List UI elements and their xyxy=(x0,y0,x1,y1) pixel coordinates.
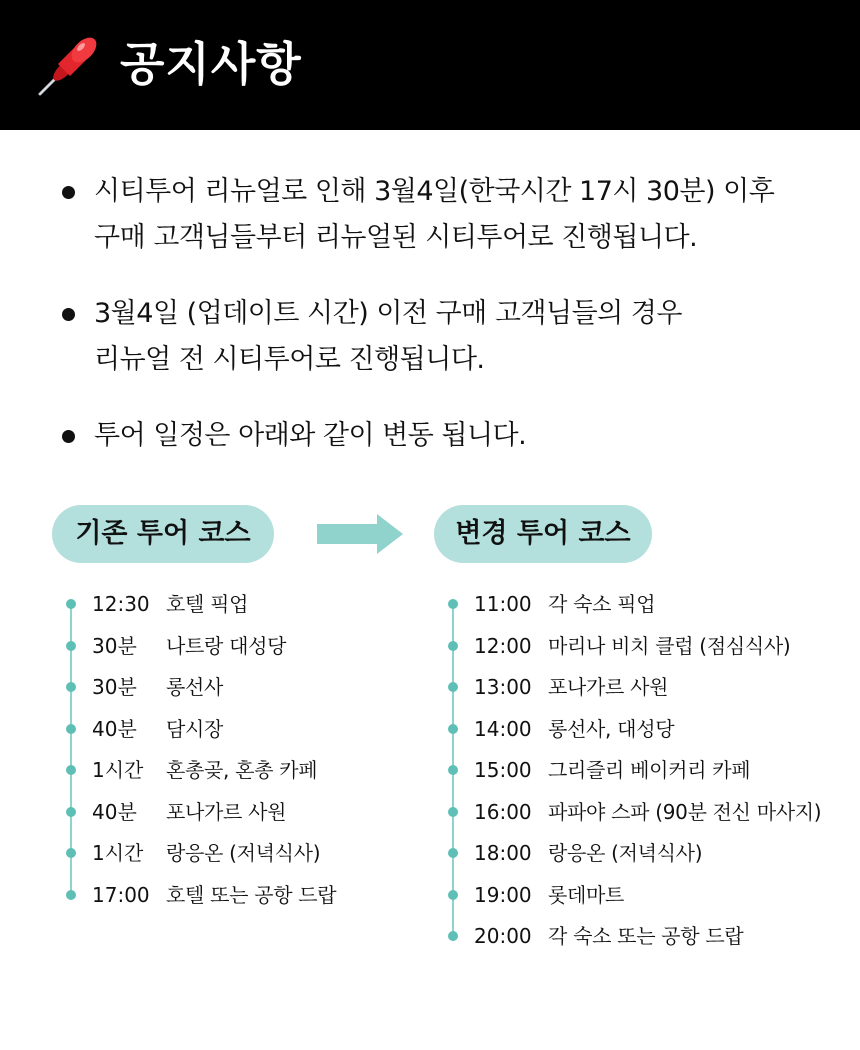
bullet-dot-icon xyxy=(62,308,75,321)
header-bar xyxy=(0,0,860,130)
timeline-time: 19:00 xyxy=(474,882,532,907)
timeline-time: 1시간 xyxy=(92,758,144,782)
timeline-text: 롱선사 xyxy=(166,675,224,699)
timeline-dot-icon xyxy=(448,641,458,651)
timeline-dot-icon xyxy=(448,807,458,817)
notice-line: 3월4일 (업데이트 시간) 이전 구매 고객님들의 경우 xyxy=(94,298,682,329)
timeline-time: 17:00 xyxy=(92,882,150,907)
timeline-dot-icon xyxy=(448,599,458,609)
notice-line: 투어 일정은 아래와 같이 변동 됩니다. xyxy=(94,420,527,451)
timeline-time: 16:00 xyxy=(474,799,532,824)
timeline-dot-icon xyxy=(448,682,458,692)
timeline-text: 파파야 스파 (90분 전신 마사지) xyxy=(548,799,822,824)
timeline-dot-icon xyxy=(66,599,76,609)
timeline-dot-icon xyxy=(66,890,76,900)
timeline-text: 각 숙소 픽업 xyxy=(548,592,656,616)
timeline-text: 롱선사, 대성당 xyxy=(548,716,675,741)
timeline-time: 1시간 xyxy=(92,841,144,865)
timeline-dot-icon xyxy=(448,931,458,941)
timeline-dot-icon xyxy=(66,765,76,775)
timeline-text: 롯데마트 xyxy=(548,882,625,907)
timeline-dot-icon xyxy=(448,848,458,858)
timeline-text: 담시장 xyxy=(166,716,224,741)
timeline-text: 각 숙소 또는 공항 드랍 xyxy=(548,924,744,948)
timeline-dot-icon xyxy=(66,807,76,817)
timeline-time: 11:00 xyxy=(474,592,532,616)
timeline-text: 그리즐리 베이커리 카페 xyxy=(548,758,751,782)
new-course-title: 변경 투어 코스 xyxy=(434,505,652,563)
timeline-text: 포나가르 사원 xyxy=(166,799,287,824)
arrow-right-icon xyxy=(315,512,405,556)
pushpin-icon xyxy=(34,30,104,100)
timeline-time: 40분 xyxy=(92,799,137,824)
timeline-dot-icon xyxy=(66,641,76,651)
bullet-dot-icon xyxy=(62,430,75,443)
timeline-text: 호텔 또는 공항 드랍 xyxy=(166,882,337,907)
timeline-time: 12:00 xyxy=(474,633,532,658)
timeline-dot-icon xyxy=(66,682,76,692)
bullet-dot-icon xyxy=(62,186,75,199)
notice-line: 시티투어 리뉴얼로 인해 3월4일(한국시간 17시 30분) 이후 xyxy=(94,176,775,207)
timeline-time: 18:00 xyxy=(474,841,532,865)
timeline-dot-icon xyxy=(66,724,76,734)
timeline-dot-icon xyxy=(448,724,458,734)
timeline-text: 랑응온 (저녁식사) xyxy=(166,841,321,865)
page-title: 공지사항 xyxy=(120,37,302,91)
timeline-time: 12:30 xyxy=(92,592,150,616)
timeline-dot-icon xyxy=(448,890,458,900)
timeline-text: 나트랑 대성당 xyxy=(166,633,287,658)
timeline-time: 14:00 xyxy=(474,716,532,741)
timeline-time: 15:00 xyxy=(474,758,532,782)
notice-line: 구매 고객님들부터 리뉴얼된 시티투어로 진행됩니다. xyxy=(94,222,698,253)
timeline-dot-icon xyxy=(448,765,458,775)
original-course-title: 기존 투어 코스 xyxy=(52,505,274,563)
timeline-text: 포나가르 사원 xyxy=(548,675,669,699)
timeline-time: 20:00 xyxy=(474,924,532,948)
timeline-text: 랑응온 (저녁식사) xyxy=(548,841,703,865)
timeline-text: 마리나 비치 클럽 (점심식사) xyxy=(548,633,791,658)
timeline-time: 30분 xyxy=(92,633,137,658)
timeline-text: 호텔 픽업 xyxy=(166,592,249,616)
timeline-time: 13:00 xyxy=(474,675,532,699)
notice-line: 리뉴얼 전 시티투어로 진행됩니다. xyxy=(94,344,485,375)
timeline-text: 혼총곶, 혼총 카페 xyxy=(166,758,318,782)
timeline-time: 40분 xyxy=(92,716,137,741)
timeline-dot-icon xyxy=(66,848,76,858)
timeline-time: 30분 xyxy=(92,675,137,699)
